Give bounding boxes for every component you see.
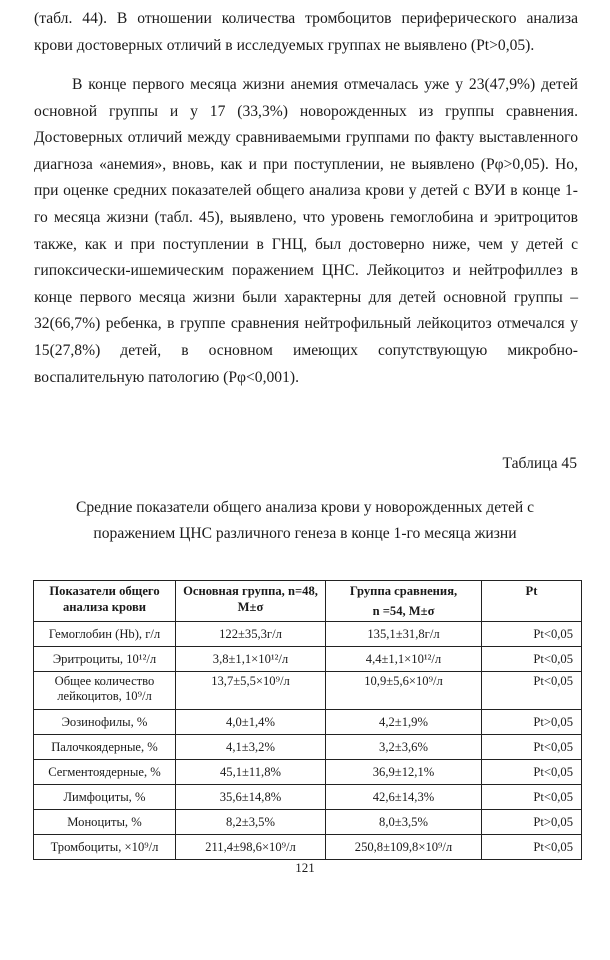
cell-pt: Pt<0,05	[482, 735, 582, 760]
cell-comparison-group: 8,0±3,5%	[326, 810, 482, 835]
cell-indicator: Эритроциты, 10¹²/л	[34, 647, 176, 672]
table-row	[34, 835, 582, 860]
paragraph-continuation	[34, 6, 578, 59]
cell-main-group: 13,7±5,5×10⁹/л	[176, 672, 326, 710]
cell-comparison-group: 4,4±1,1×10¹²/л	[326, 647, 482, 672]
cell-pt: Pt>0,05	[482, 810, 582, 835]
table-title	[30, 495, 580, 547]
table-row	[34, 647, 582, 672]
cell-indicator: Палочкоядерные, %	[34, 735, 176, 760]
blood-analysis-table	[33, 580, 582, 860]
cell-comparison-group: 36,9±12,1%	[326, 760, 482, 785]
cell-main-group: 122±35,3г/л	[176, 622, 326, 647]
paragraph-anemia: В конце первого месяца жизни анемия отмечалась уже у 23(47,9%) детей основной группы и у 17 (33,3%) новорожденных из группы сравнения. Достоверных отличий между сравниваемыми группами по факту выставленного диагноза «анемия», вновь, как и при поступлении, не выявлено (Pφ>0,05). Но, при оценке средних показателей общего анализа крови у детей с ВУИ в конце 1-го месяца жизни (табл. 45), выявлено, что уровень гемоглобина и эритроцитов также, как и при поступлении в ГНЦ, был достоверно ниже, чем у детей с гипоксически-ишемическим поражением ЦНС. Лейкоцитоз и нейтрофиллез в конце первого месяца жизни были характерны для детей основной группы – 32(66,7%) ребенка, в группе сравнения нейтрофильный лейкоцитоз отмечался у 15(27,8%) детей, в основном имеющих сопутствующую микробно-воспалительную патологию (Pφ<0,001).	[34, 76, 578, 386]
table-row	[34, 785, 582, 810]
cell-indicator: Моноциты, %	[34, 810, 176, 835]
cell-comparison-group: 3,2±3,6%	[326, 735, 482, 760]
cell-comparison-group: 135,1±31,8г/л	[326, 622, 482, 647]
table-row	[34, 760, 582, 785]
cell-pt: Pt>0,05	[482, 710, 582, 735]
cell-indicator: Эозинофилы, %	[34, 710, 176, 735]
cell-indicator: Тромбоциты, ×10⁹/л	[34, 835, 176, 860]
cell-pt: Pt<0,05	[482, 672, 582, 710]
table-title-line-1: Средние показатели общего анализа крови у новорожденных детей с	[75, 499, 535, 516]
table-body	[34, 622, 582, 860]
table-row	[34, 622, 582, 647]
cell-main-group: 211,4±98,6×10⁹/л	[176, 835, 326, 860]
table-row	[34, 735, 582, 760]
cell-comparison-group: 10,9±5,6×10⁹/л	[326, 672, 482, 710]
cell-pt: Pt<0,05	[482, 647, 582, 672]
table-title-line-2: поражением ЦНС различного генеза в конце 1-го месяца жизни	[93, 525, 517, 542]
cell-main-group: 3,8±1,1×10¹²/л	[176, 647, 326, 672]
cell-pt: Pt<0,05	[482, 760, 582, 785]
cell-main-group: 8,2±3,5%	[176, 810, 326, 835]
cell-pt: Pt<0,05	[482, 835, 582, 860]
table-label: Таблица 45	[502, 455, 577, 472]
cell-pt: Pt<0,05	[482, 622, 582, 647]
table-row	[34, 810, 582, 835]
cell-indicator: Гемоглобин (Hb), г/л	[34, 622, 176, 647]
cell-comparison-group: 250,8±109,8×10⁹/л	[326, 835, 482, 860]
cell-indicator: Сегментоядерные, %	[34, 760, 176, 785]
cell-indicator: Общее количество лейкоцитов, 10⁹/л	[34, 672, 176, 710]
table-row	[34, 710, 582, 735]
header-indicator: Показатели общего анализа крови	[34, 581, 176, 622]
header-comparison-group: Группа сравнения, n =54, M±σ	[326, 581, 482, 622]
table-header-row	[34, 581, 582, 622]
table-row	[34, 672, 582, 710]
cell-comparison-group: 4,2±1,9%	[326, 710, 482, 735]
cell-indicator: Лимфоциты, %	[34, 785, 176, 810]
cell-comparison-group: 42,6±14,3%	[326, 785, 482, 810]
header-pt: Pt	[482, 581, 582, 622]
paragraph-1-line-1: (табл. 44). В отношении количества тромбоцитов периферического анализа	[34, 10, 578, 27]
paragraph-1-line-2: крови достоверных отличий в исследуемых группах не выявлено (Pt>0,05).	[34, 36, 535, 54]
cell-main-group: 45,1±11,8%	[176, 760, 326, 785]
cell-main-group: 4,1±3,2%	[176, 735, 326, 760]
cell-main-group: 4,0±1,4%	[176, 710, 326, 735]
page-number: 121	[295, 860, 315, 875]
cell-pt: Pt<0,05	[482, 785, 582, 810]
header-main-group: Основная группа, n=48, M±σ	[176, 581, 326, 622]
cell-main-group: 35,6±14,8%	[176, 785, 326, 810]
